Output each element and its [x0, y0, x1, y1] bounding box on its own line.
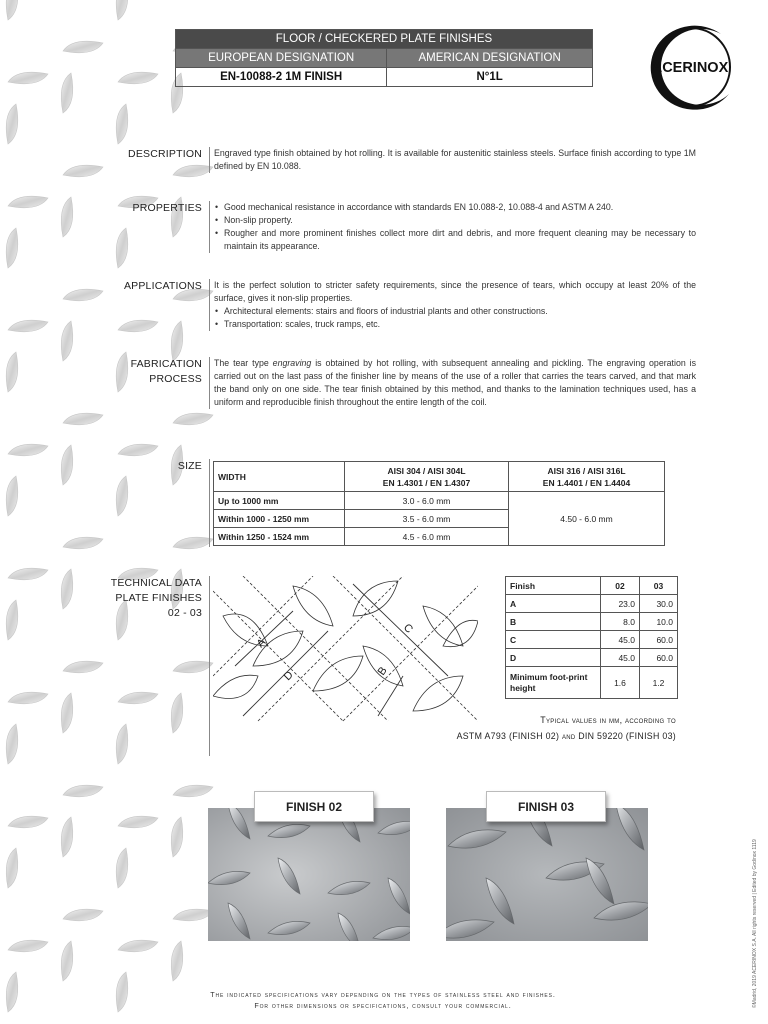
background-leaf	[116, 724, 128, 764]
fabrication-label	[131, 357, 202, 387]
background-leaf	[6, 228, 18, 268]
background-leaf	[171, 321, 183, 361]
background-leaf	[171, 817, 183, 857]
background-leaf	[61, 321, 73, 361]
finish-02-image	[208, 808, 410, 941]
typical-values-and: and	[559, 731, 579, 741]
tech-row-03: 10.0	[640, 613, 678, 631]
tech-row-name: C	[506, 631, 601, 649]
applications-item: • Transportation: scales, truck ramps, etc.	[214, 318, 696, 331]
diagram-label-d: D	[281, 669, 296, 684]
background-leaf	[8, 320, 48, 332]
table-row	[506, 649, 678, 667]
tech-min-03: 1.2	[640, 667, 678, 699]
background-leaf	[118, 72, 158, 84]
tech-row-02: 8.0	[601, 613, 640, 631]
technical-table	[505, 576, 678, 699]
typical-values-line1: Typical values in mm, according to	[540, 715, 676, 725]
background-leaf	[116, 848, 128, 888]
background-leaf	[173, 909, 213, 921]
typical-values-astm: ASTM A793 (FINISH 02)	[456, 731, 560, 741]
finish-02-photo	[208, 808, 410, 941]
size-col-width: WIDTH	[214, 462, 345, 492]
finish-03-tag: FINISH 03	[486, 791, 606, 822]
background-leaf	[61, 941, 73, 981]
background-leaf	[63, 537, 103, 549]
tech-row-name: D	[506, 649, 601, 667]
size-row-304: 4.5 - 6.0 mm	[345, 528, 509, 546]
background-leaf	[63, 289, 103, 301]
size-row-width: Within 1000 - 1250 mm	[214, 510, 345, 528]
background-leaf	[8, 444, 48, 456]
typical-values-din: DIN 59220 (FINISH 03)	[578, 731, 676, 741]
background-leaf	[118, 692, 158, 704]
background-leaf	[118, 320, 158, 332]
background-leaf	[61, 693, 73, 733]
fabrication-text-em: engraving	[272, 358, 312, 368]
finish-03-image	[446, 808, 648, 941]
description-text: Engraved type finish obtained by hot rolling. It is available for austenitic stainless steels. Surface finish according to type 1M defined by EN 10.088.	[209, 147, 696, 173]
background-leaf	[63, 41, 103, 53]
properties-item: • Rougher and more prominent finishes collect more dirt and debris, and more frequent cleaning may be necessary to maintain its appearance.	[214, 227, 696, 253]
tech-row-02: 45.0	[601, 649, 640, 667]
technical-label-line3: 02 - 03	[167, 607, 202, 619]
properties-item: • Non-slip property.	[214, 214, 696, 227]
fabrication-text	[209, 357, 696, 409]
background-leaf	[8, 692, 48, 704]
tech-min-02: 1.6	[601, 667, 640, 699]
background-leaf	[61, 569, 73, 609]
properties-label: PROPERTIES	[132, 202, 202, 214]
tech-row-name: A	[506, 595, 601, 613]
properties-body	[209, 201, 696, 253]
background-leaf	[6, 972, 18, 1012]
american-designation-value: N°1L	[387, 68, 593, 87]
background-leaf	[171, 693, 183, 733]
background-leaf	[61, 73, 73, 113]
diagram-label-c: C	[400, 621, 415, 636]
diagram-label-a: A	[254, 636, 269, 651]
size-col-304-line1: AISI 304 / AISI 304L	[387, 465, 466, 476]
size-row-width: Up to 1000 mm	[214, 492, 345, 510]
background-leaf	[8, 72, 48, 84]
diagram-label-b: B	[375, 664, 390, 678]
tear-pattern-diagram	[213, 576, 478, 726]
size-table	[213, 461, 665, 546]
description-label: DESCRIPTION	[128, 148, 202, 160]
background-leaf	[63, 909, 103, 921]
background-leaf	[118, 444, 158, 456]
footer-line2: For other dimensions or specifications, consult your commercial.	[254, 1001, 512, 1010]
background-leaf	[116, 104, 128, 144]
table-row	[506, 667, 678, 699]
background-leaf	[8, 816, 48, 828]
background-leaf	[118, 940, 158, 952]
table-row	[506, 613, 678, 631]
background-leaf	[61, 197, 73, 237]
background-leaf	[61, 445, 73, 485]
finish-02-tag: FINISH 02	[254, 791, 374, 822]
typical-values-line2	[420, 728, 676, 744]
applications-body	[209, 279, 696, 331]
properties-item: • Good mechanical resistance in accordance with standards EN 10.088-2, 10.088-4 and ASTM A 240.	[214, 201, 696, 214]
designation-title: FLOOR / CHECKERED PLATE FINISHES	[176, 30, 593, 49]
typical-values-note	[420, 712, 676, 744]
size-col-316-line2: EN 1.4401 / EN 1.4404	[542, 477, 631, 488]
size-col-316	[509, 462, 665, 492]
background-leaf	[173, 413, 213, 425]
size-row-304: 3.5 - 6.0 mm	[345, 510, 509, 528]
background-leaf	[173, 661, 213, 673]
size-row-304: 3.0 - 6.0 mm	[345, 492, 509, 510]
tech-row-03: 60.0	[640, 631, 678, 649]
technical-label-line2: PLATE FINISHES	[115, 592, 202, 604]
european-designation-header: EUROPEAN DESIGNATION	[176, 49, 387, 68]
size-col-304-line2: EN 1.4301 / EN 1.4307	[382, 477, 471, 488]
background-leaf	[6, 724, 18, 764]
size-row-width: Within 1250 - 1524 mm	[214, 528, 345, 546]
background-leaf	[8, 568, 48, 580]
acerinox-logo	[641, 22, 739, 112]
technical-divider	[209, 576, 210, 756]
background-leaf	[63, 661, 103, 673]
logo-text: ACERINOX	[651, 60, 729, 76]
size-label: SIZE	[177, 460, 202, 472]
designation-table	[175, 29, 593, 87]
background-leaf	[8, 196, 48, 208]
tech-row-name: B	[506, 613, 601, 631]
background-leaf	[8, 940, 48, 952]
size-316-value: 4.50 - 6.0 mm	[509, 492, 665, 546]
tech-col-03: 03	[640, 577, 678, 595]
table-row	[506, 631, 678, 649]
background-leaf	[171, 941, 183, 981]
background-leaf	[116, 972, 128, 1012]
background-leaf	[61, 817, 73, 857]
tech-row-03: 30.0	[640, 595, 678, 613]
background-leaf	[6, 352, 18, 392]
background-leaf	[173, 785, 213, 797]
size-col-304	[345, 462, 509, 492]
table-row	[506, 595, 678, 613]
background-leaf	[118, 816, 158, 828]
copyright-text: ©Madrid, 2019 ACERINOX S.A. All rights reserved | Edited by Godinox 1119	[752, 839, 758, 1008]
background-leaf	[63, 785, 103, 797]
applications-item: • Architectural elements: stairs and floors of industrial plants and other constructions.	[214, 305, 696, 318]
background-leaf	[6, 0, 18, 20]
fabrication-text-end: is obtained by hot rolling, with subsequent annealing and pickling. The engraving operation is carried out on the last pass of the finisher line by means of the use of a roller that carries the tears carved, and that mark the band only on one side. The tear finish obtained by this method, and thanks to the lamination techniques used, has a uniform and reproducible finish throughout the entire length of the coil.	[214, 358, 696, 407]
background-leaf	[6, 600, 18, 640]
technical-label-line1: TECHNICAL DATA	[110, 577, 202, 589]
european-designation-value: EN-10088-2 1M FINISH	[176, 68, 387, 87]
background-leaf	[63, 165, 103, 177]
table-row	[214, 492, 665, 510]
applications-label: APPLICATIONS	[123, 280, 202, 292]
tech-col-finish: Finish	[506, 577, 601, 595]
tech-col-02: 02	[601, 577, 640, 595]
background-leaf	[6, 104, 18, 144]
technical-label	[111, 576, 202, 621]
background-leaf	[63, 413, 103, 425]
applications-intro: It is the perfect solution to stricter safety requirements, since the presence of tears, which occupy at least 20% of the surface, gives it non-slip properties.	[214, 280, 696, 303]
background-leaf	[173, 537, 213, 549]
fabrication-label-line1: FABRICATION	[130, 358, 202, 370]
tech-row-02: 45.0	[601, 631, 640, 649]
finish-03-photo	[446, 808, 648, 941]
tech-min-label: Minimum foot-print height	[506, 667, 601, 699]
background-leaf	[116, 228, 128, 268]
tech-row-03: 60.0	[640, 649, 678, 667]
footer-note	[150, 989, 616, 1011]
tech-row-02: 23.0	[601, 595, 640, 613]
size-divider	[209, 459, 210, 547]
american-designation-header: AMERICAN DESIGNATION	[387, 49, 593, 68]
fabrication-text-start: The tear type	[214, 358, 273, 368]
background-leaf	[6, 848, 18, 888]
footer-line1: The indicated specifications vary depending on the types of stainless steel and finishes.	[210, 990, 556, 999]
background-leaf	[173, 165, 213, 177]
background-leaf	[116, 352, 128, 392]
fabrication-label-line2: PROCESS	[149, 373, 202, 385]
size-col-316-line1: AISI 316 / AISI 316L	[547, 465, 626, 476]
background-leaf	[6, 476, 18, 516]
background-leaf	[116, 476, 128, 516]
background-leaf	[116, 0, 128, 20]
